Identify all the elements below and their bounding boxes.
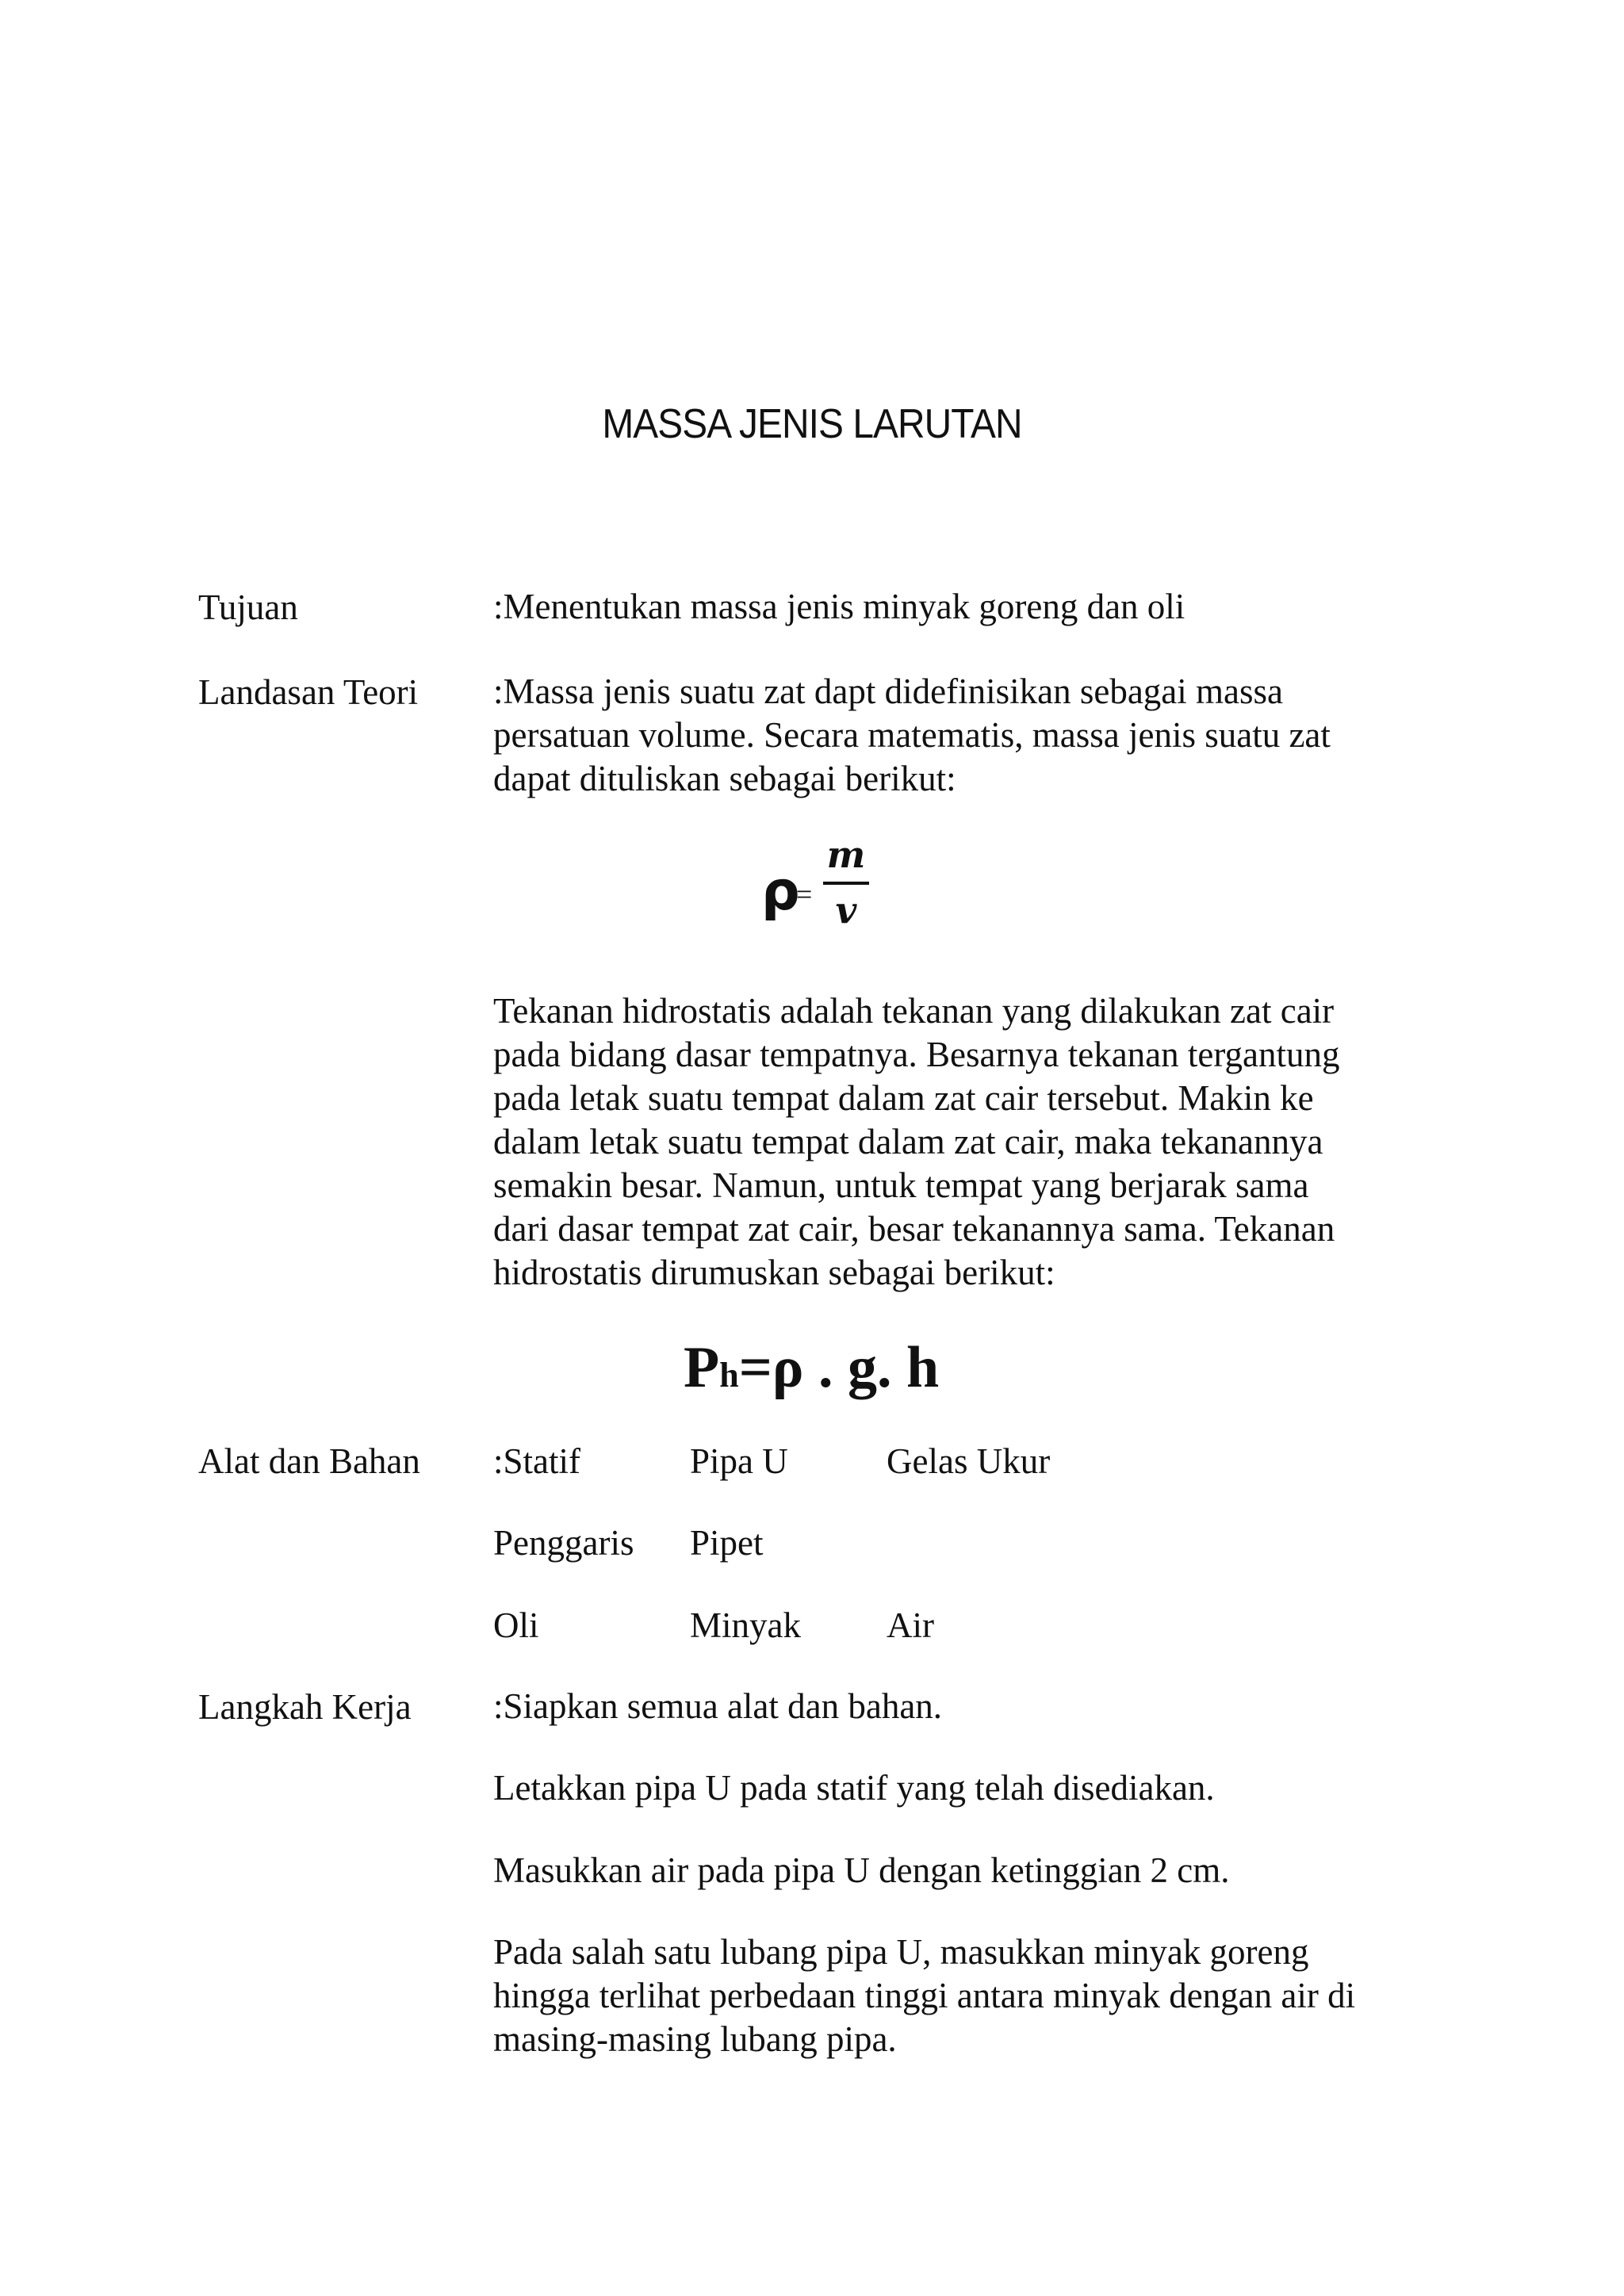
step-line: :Siapkan semua alat dan bahan. <box>493 1686 943 1726</box>
material-item: Pipa U <box>690 1441 788 1481</box>
pressure-line: dari dasar tempat zat cair, besar tekanannya sama. Tekanan <box>493 1209 1335 1249</box>
langkah-kerja-label: Langkah Kerja <box>198 1687 412 1727</box>
pressure-line: semakin besar. Namun, untuk tempat yang berjarak sama <box>493 1165 1309 1205</box>
intro-line: :Massa jenis suatu zat dapt didefinisikan sebagai massa <box>493 672 1283 711</box>
pressure-line: hidrostatis dirumuskan sebagai berikut: <box>493 1253 1055 1292</box>
equals-sign: = <box>796 878 813 910</box>
langkah-step <box>493 1766 1461 1810</box>
langkah-step <box>493 1931 1461 2061</box>
step-line: Masukkan air pada pipa U dengan ketinggian 2 cm. <box>493 1850 1230 1890</box>
step-line: masing-masing lubang pipa. <box>493 2019 897 2059</box>
intro-line: dapat dituliskan sebagai berikut: <box>493 759 956 798</box>
langkah-step <box>493 1849 1461 1892</box>
step-line: Pada salah satu lubang pipa U, masukkan minyak goreng <box>493 1932 1309 1972</box>
pressure-line: pada bidang dasar tempatnya. Besarnya tekanan tergantung <box>493 1035 1340 1074</box>
material-item: Penggaris <box>493 1523 634 1563</box>
material-item: Gelas Ukur <box>887 1441 1051 1481</box>
pressure-paragraph <box>493 989 1461 1295</box>
rho-symbol: ρ <box>761 860 800 923</box>
pressure-line: dalam letak suatu tempat dalam zat cair, maka tekanannya <box>493 1122 1323 1161</box>
formula-denominator: v <box>835 889 857 932</box>
intro-line: persatuan volume. Secara matematis, massa jenis suatu zat <box>493 715 1331 755</box>
tujuan-label: Tujuan <box>198 587 298 627</box>
formula-numerator: m <box>826 833 866 876</box>
pressure-subscript: h <box>719 1356 739 1395</box>
fraction-bar <box>823 882 869 885</box>
pressure-line: pada letak suatu tempat dalam zat cair tersebut. Makin ke <box>493 1078 1314 1118</box>
page-title: MASSA JENIS LARUTAN <box>602 401 1022 447</box>
material-item: Minyak <box>690 1605 801 1645</box>
landasan-teori-intro <box>493 670 1461 801</box>
step-line: Letakkan pipa U pada statif yang telah disediakan. <box>493 1768 1215 1808</box>
alat-dan-bahan-label: Alat dan Bahan <box>198 1441 420 1481</box>
tujuan-text: :Menentukan massa jenis minyak goreng dan oli <box>493 587 1185 626</box>
material-item: Air <box>887 1605 934 1645</box>
material-item: Oli <box>493 1605 539 1645</box>
step-line: hingga terlihat perbedaan tinggi antara minyak dengan air di <box>493 1976 1356 2015</box>
material-item: Pipet <box>690 1523 764 1563</box>
pressure-rhs: =ρ . g. h <box>738 1335 940 1400</box>
material-item: :Statif <box>493 1441 580 1481</box>
langkah-step <box>493 1685 1461 1728</box>
pressure-symbol: P <box>684 1335 720 1400</box>
landasan-teori-label: Landasan Teori <box>198 672 419 712</box>
pressure-line: Tekanan hidrostatis adalah tekanan yang dilakukan zat cair <box>493 991 1335 1031</box>
hydrostatic-pressure-formula <box>684 1332 939 1411</box>
